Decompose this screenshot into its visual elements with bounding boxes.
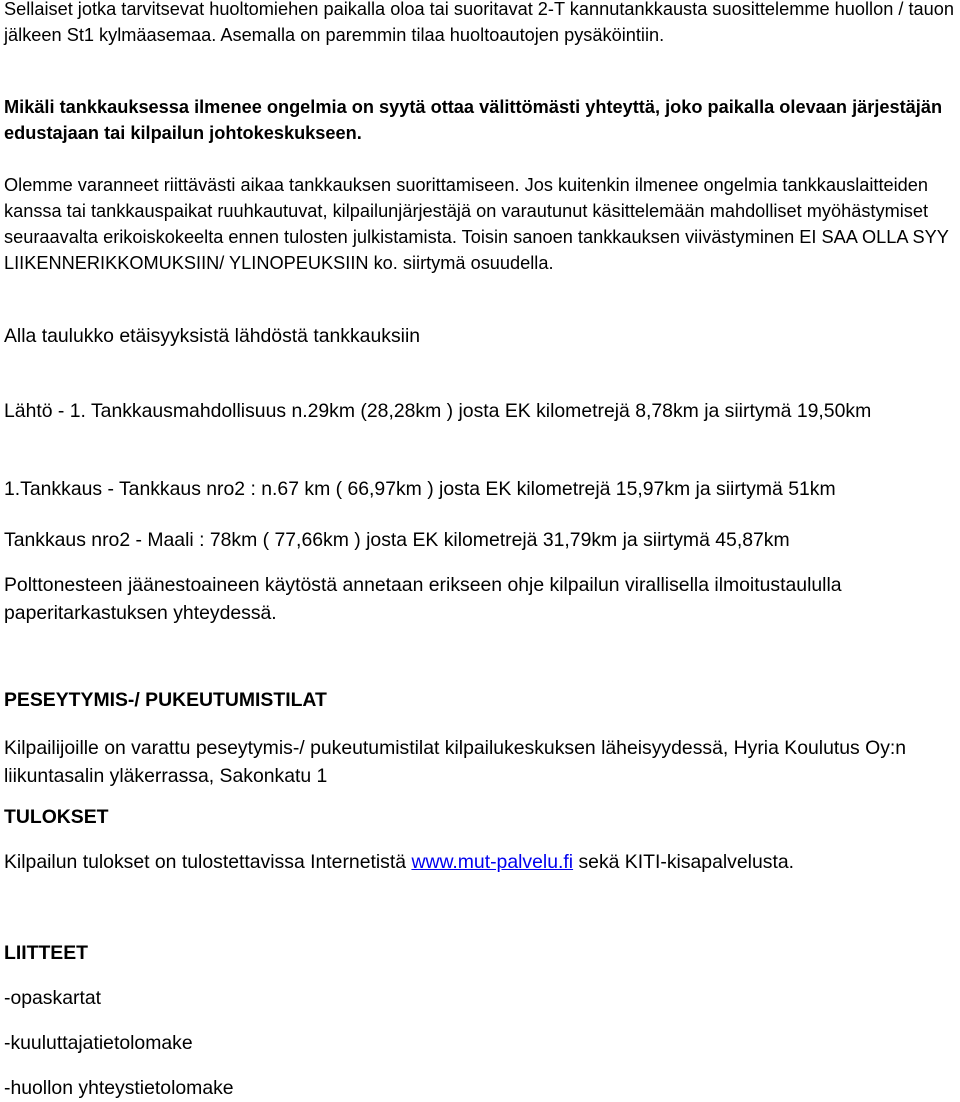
problem-notice: Mikäli tankkauksessa ilmenee ongelmia on syytä ottaa välittömästi yhteyttä, joko paikalla olevaan järjestäjän edustajaan tai kilpailun johtokeskukseen. [4, 97, 943, 143]
fuel-note: Polttonesteen jäänestoaineen käytöstä annetaan erikseen ohje kilpailun virallisella ilmoitustaululla paperitarkastuksen yhteydessä. [4, 574, 842, 624]
reserved-time-paragraph: Olemme varanneet riittävästi aikaa tankkauksen suorittamiseen. Jos kuitenkin ilmenee ongelmia tankkauslaitteiden kanssa tai tankkauspaikat ruuhkautuvat, kilpailunjärjestäjä on varautunut käsittelemään mahdolliset myöhästymiset seuraavalta erikoiskokeelta ennen tulosten julkistamista. Toisin sanoen tankkauksen viivästyminen EI SAA OLLA SYY LIIKENNERIKKOMUKSIIN/ YLINOPEUKSIIN ko. siirtymä osuudella. [4, 175, 949, 273]
results-link[interactable]: www.mut-palvelu.fi [411, 851, 574, 873]
attachment-item: -opaskartat [4, 987, 102, 1009]
distance-first-to-second: 1.Tankkaus - Tankkaus nro2 : n.67 km ( 66,97km ) josta EK kilometrejä 15,97km ja siirtymä 51km [4, 478, 836, 500]
table-intro: Alla taulukko etäisyyksistä lähdöstä tankkauksiin [4, 325, 421, 347]
results-text [4, 848, 956, 876]
results-heading: TULOKSET [4, 806, 109, 828]
results-text-after: sekä KITI-kisapalvelusta. [573, 851, 795, 873]
intro-paragraph: Sellaiset jotka tarvitsevat huoltomiehen paikalla oloa tai suoritavat 2-T kannutankkausta suosittelemme huollon / tauon jälkeen St1 kylmäasemaa. Asemalla on paremmin tilaa huoltoautojen pysäköintiin. [4, 0, 955, 45]
attachments-heading: LIITTEET [4, 942, 89, 964]
attachment-item: -huollon yhteystietolomake [4, 1077, 234, 1099]
results-text-before: Kilpailun tulokset on tulostettavissa Internetistä [4, 851, 412, 873]
attachment-item: -kuuluttajatietolomake [4, 1032, 193, 1054]
distance-second-to-finish: Tankkaus nro2 - Maali : 78km ( 77,66km ) josta EK kilometrejä 31,79km ja siirtymä 45,87km [4, 529, 790, 551]
washing-text: Kilpailijoille on varattu peseytymis-/ pukeutumistilat kilpailukeskuksen läheisyydessä, Hyria Koulutus Oy:n liikuntasalin yläkerrassa, Sakonkatu 1 [4, 737, 907, 787]
distance-start-to-first: Lähtö - 1. Tankkausmahdollisuus n.29km (28,28km ) josta EK kilometrejä 8,78km ja siirtymä 19,50km [4, 400, 872, 422]
washing-heading: PESEYTYMIS-/ PUKEUTUMISTILAT [4, 689, 327, 711]
